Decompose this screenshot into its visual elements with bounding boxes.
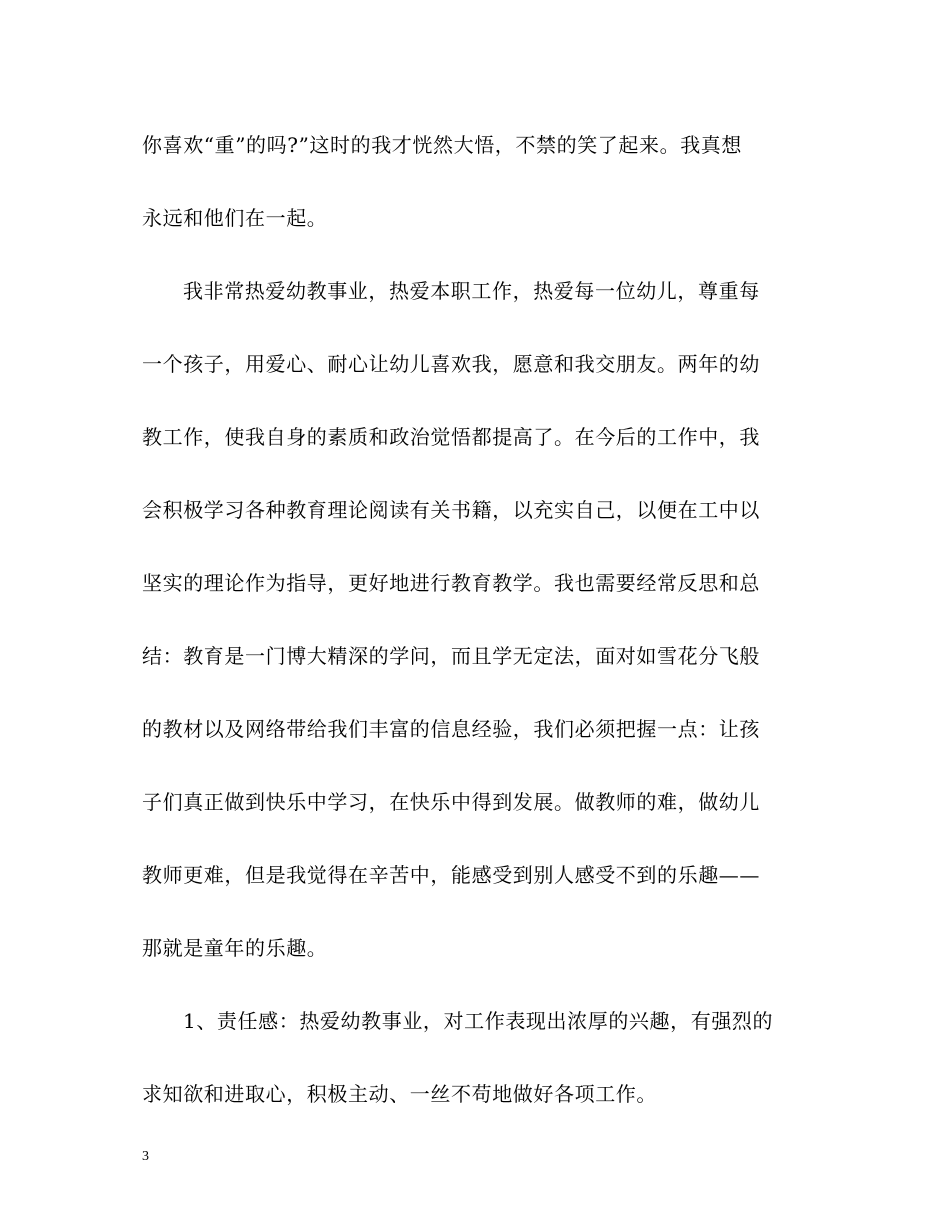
text-line: 那就是童年的乐趣。 [142, 936, 328, 960]
text-line: 你喜欢“重”的吗?”这时的我才恍然大悟，不禁的笑了起来。我真想 [142, 133, 742, 157]
text-line: 结：教育是一门博大精深的学问，而且学无定法，面对如雪花分飞般 [142, 644, 760, 668]
text-line: 会积极学习各种教育理论阅读有关书籍，以充实自己，以便在工中以 [142, 498, 760, 522]
text-line: 的教材以及网络带给我们丰富的信息经验，我们必须把握一点：让孩 [142, 717, 760, 741]
page-number: 3 [142, 1149, 149, 1164]
text-line: 教工作，使我自身的素质和政治觉悟都提高了。在今后的工作中，我 [142, 425, 760, 449]
list-item-line: 1、责任感：热爱幼教事业，对工作表现出浓厚的兴趣，有强烈的 [183, 1009, 774, 1033]
text-line: 坚实的理论作为指导，更好地进行教育教学。我也需要经常反思和总 [142, 571, 760, 595]
text-line: 求知欲和进取心，积极主动、一丝不苟地做好各项工作。 [142, 1082, 657, 1106]
text-line: 教师更难，但是我觉得在辛苦中，能感受到别人感受不到的乐趣—— [142, 863, 760, 887]
text-line: 子们真正做到快乐中学习，在快乐中得到发展。做教师的难，做幼儿 [142, 790, 760, 814]
text-line: 永远和他们在一起。 [142, 206, 328, 230]
paragraph-start-line: 我非常热爱幼教事业，热爱本职工作，热爱每一位幼儿，尊重每 [183, 279, 760, 303]
text-line: 一个孩子，用爱心、耐心让幼儿喜欢我，愿意和我交朋友。两年的幼 [142, 352, 760, 376]
